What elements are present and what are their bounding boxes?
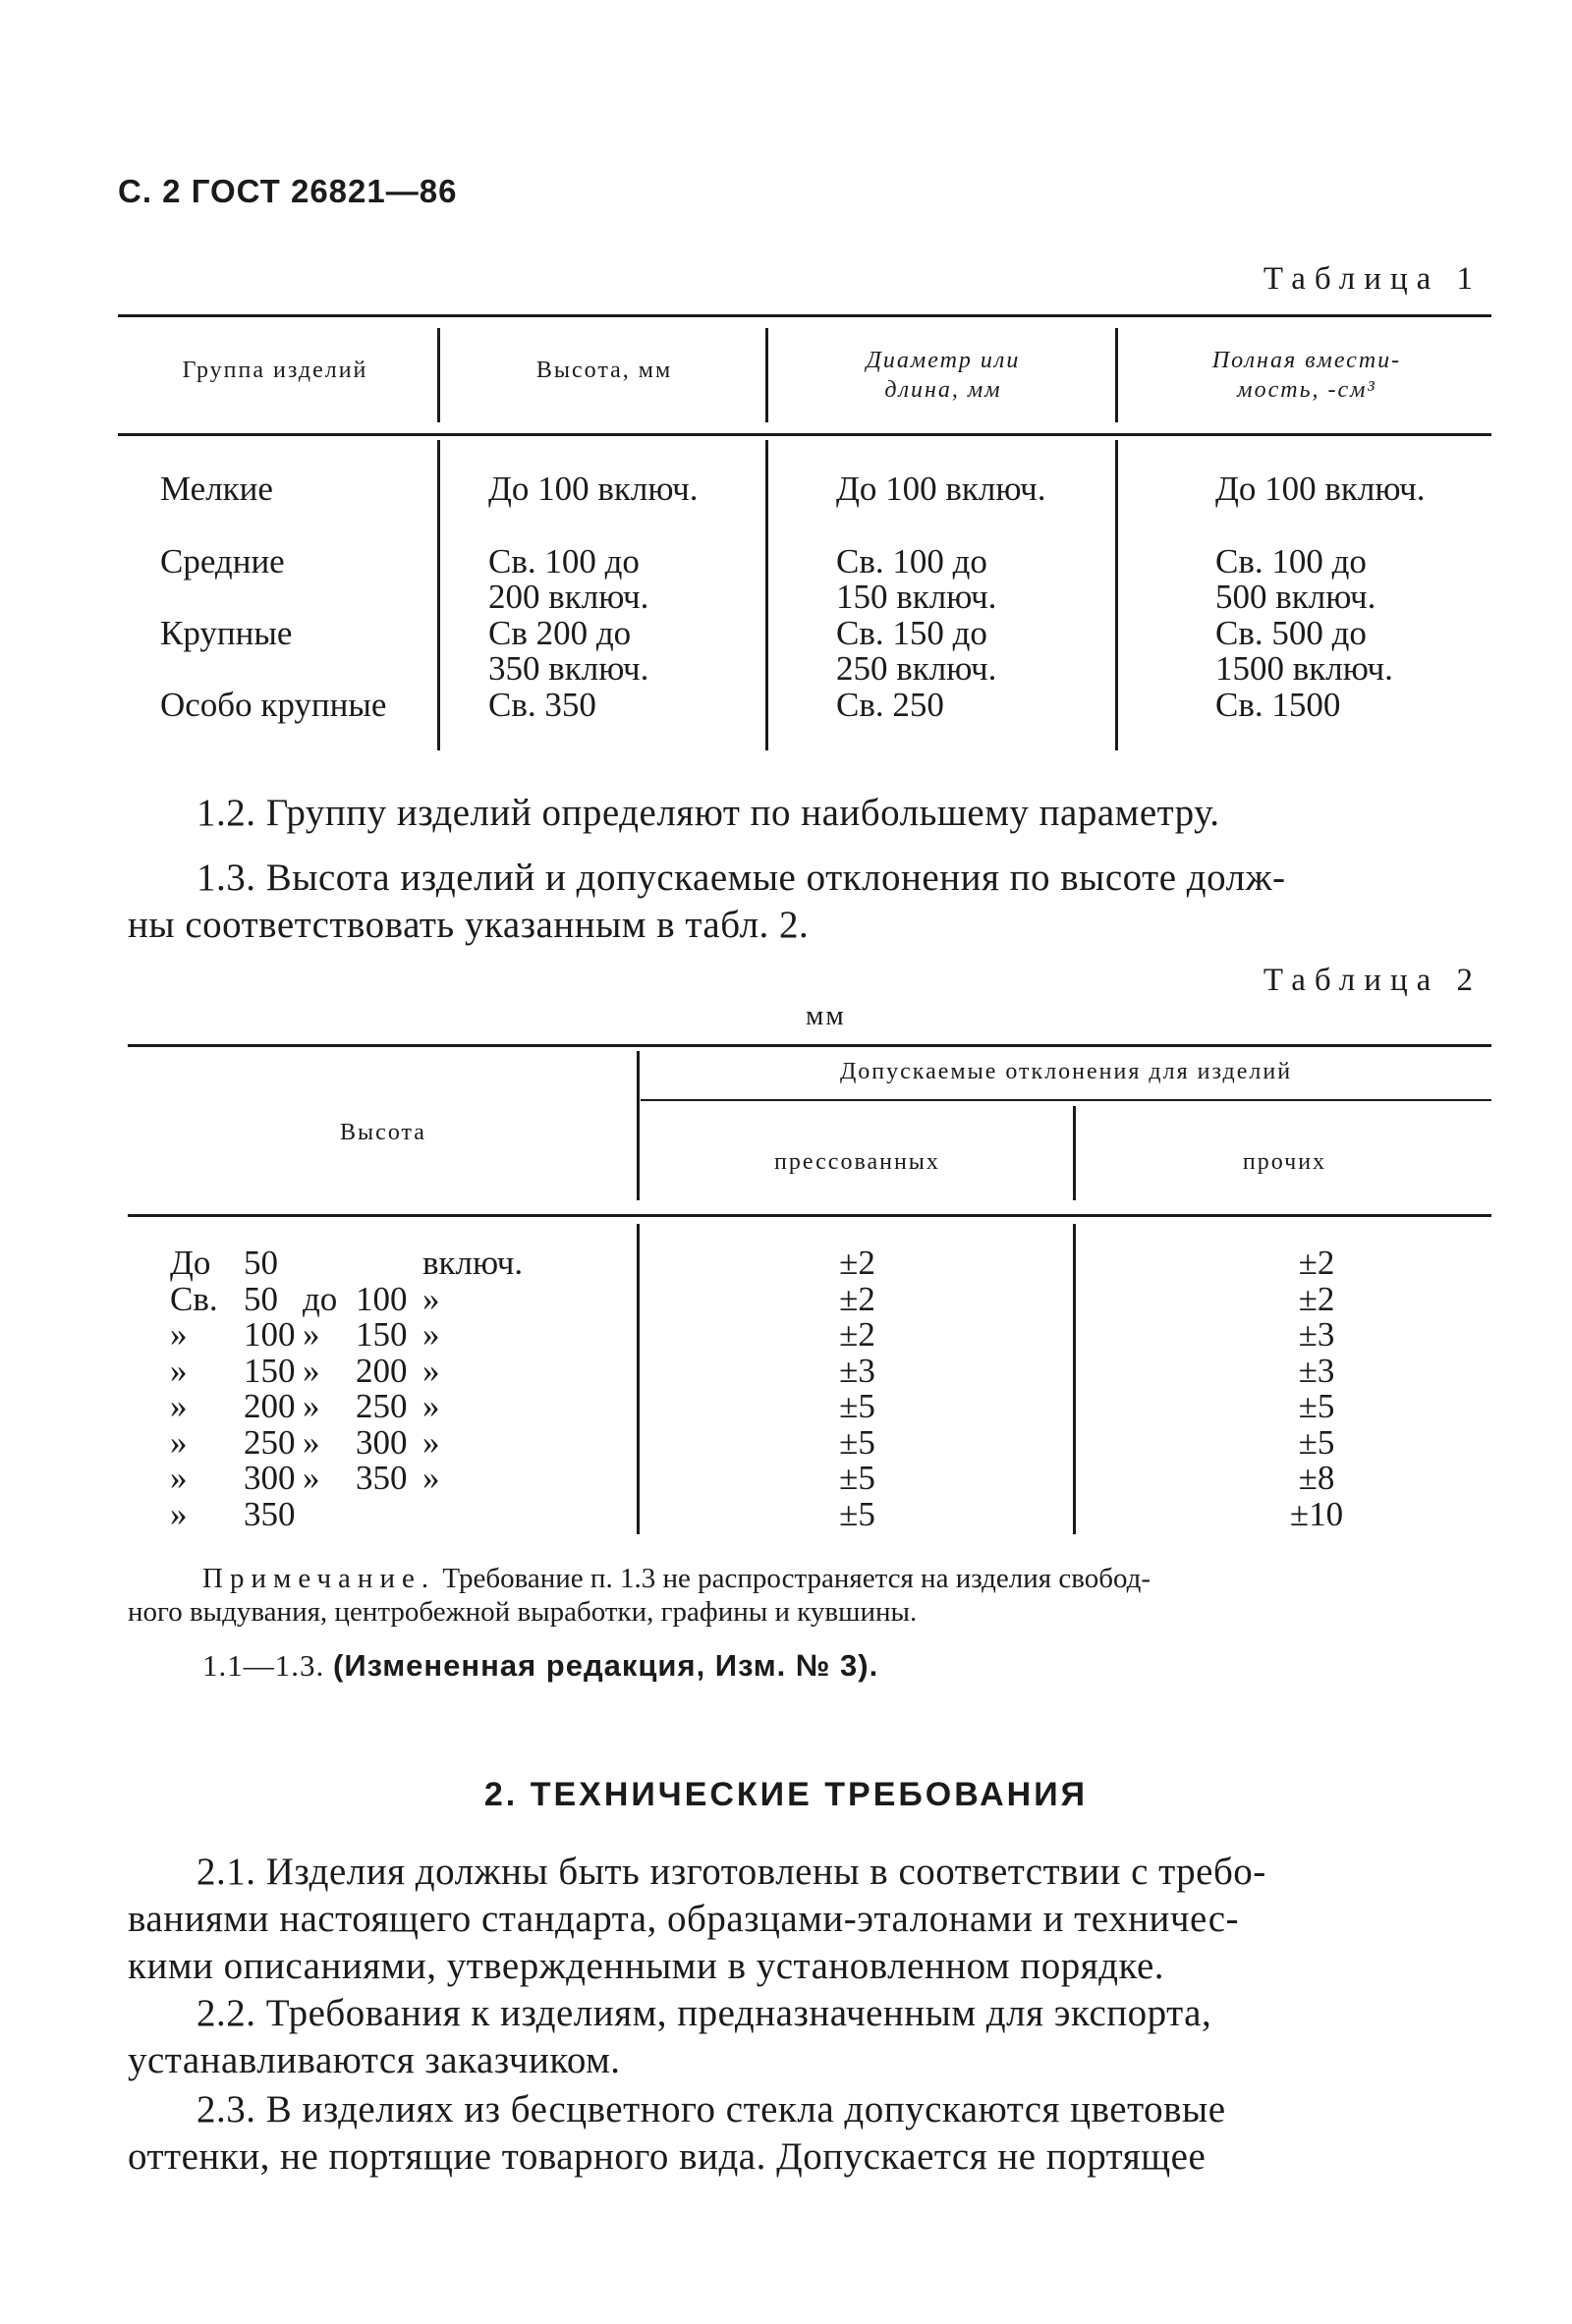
table2-other-value: ±2 <box>1298 1279 1335 1318</box>
table1-header-diameter: Диаметр или длина, мм <box>866 348 1021 403</box>
table1-divider <box>437 440 440 750</box>
note-label: Примечание. <box>202 1563 436 1594</box>
table1-cell: Крупные <box>160 614 293 652</box>
table2-height-c3: » <box>303 1422 320 1462</box>
table2-height-c2: 350 <box>244 1494 296 1533</box>
table2-height-c3: » <box>303 1387 320 1425</box>
table2-height-c5: » <box>422 1315 440 1354</box>
paragraph-2-3: 2.3. В изделиях из бесцветного стекла допускаются цветовые оттенки, не портящие товарного вида. Допускается не портящее <box>128 2088 1226 2178</box>
table2-pressed-value: ±5 <box>839 1387 875 1425</box>
table2-height-c4: 100 <box>356 1279 408 1318</box>
table2-height-c4: 350 <box>356 1459 408 1497</box>
table2-unit: мм <box>806 1000 846 1031</box>
table2-pressed-value: ±2 <box>839 1244 875 1282</box>
table1-cell: Св. 500 до 1500 включ. <box>1215 614 1393 688</box>
table1-cell: Св. 150 до 250 включ. <box>836 614 997 688</box>
table2-height-c3: до <box>303 1279 338 1318</box>
note-text: Требование п. 1.3 не распространяется на изделия свобод- <box>435 1563 1151 1594</box>
table1-header-height: Высота, мм <box>535 358 673 383</box>
table2-divider <box>1073 1106 1076 1200</box>
table1-cell: Св. 100 до 150 включ. <box>836 542 997 616</box>
table1-cell: Св 200 до 350 включ. <box>488 614 649 688</box>
section-title: 2. ТЕХНИЧЕСКИЕ ТРЕБОВАНИЯ <box>483 1776 1089 1813</box>
table2-height-c5: включ. <box>422 1244 524 1282</box>
table2-height-c5: » <box>422 1422 440 1462</box>
table2-header-group: Допускаемые отклонения для изделий <box>839 1059 1293 1084</box>
table1-cell: Св. 100 до 500 включ. <box>1215 542 1376 616</box>
table2-height-c2: 50 <box>244 1244 278 1282</box>
table2-height-c4: 300 <box>356 1422 408 1462</box>
table2-height-c4: 200 <box>356 1351 408 1390</box>
table2-divider <box>637 1051 640 1200</box>
table1-cell: Мелкие <box>160 470 273 508</box>
table2-pressed-value: ±5 <box>839 1494 875 1533</box>
table2-height-c2: 200 <box>244 1387 296 1425</box>
table2-other-value: ±2 <box>1298 1244 1335 1282</box>
table2-group-rule <box>641 1099 1491 1101</box>
table1-cell: Св. 350 <box>488 686 596 724</box>
table1-divider <box>437 328 440 422</box>
table2-caption: Таблица 2 <box>1263 963 1482 998</box>
table2-height-c5: » <box>422 1351 440 1390</box>
table2-height-c2: 300 <box>244 1459 296 1497</box>
table2-height-c3: » <box>303 1459 320 1497</box>
note-text-cont: ного выдувания, центробежной выработки, графины и кувшины. <box>128 1596 918 1628</box>
table1-header-group: Группа изделий <box>182 358 368 383</box>
table2-height-c3: » <box>303 1351 320 1390</box>
table2-height-c1: » <box>170 1494 188 1533</box>
table2-height-c1: Св. <box>170 1279 218 1318</box>
table2-header-rule <box>128 1214 1491 1217</box>
table2-other-value: ±3 <box>1298 1351 1335 1390</box>
table2-height-c2: 50 <box>244 1279 278 1318</box>
table2-pressed-value: ±5 <box>839 1422 875 1462</box>
table2-pressed-value: ±2 <box>839 1315 875 1354</box>
table2-other-value: ±5 <box>1298 1387 1335 1425</box>
table1-caption: Таблица 1 <box>1263 261 1482 297</box>
table1-cell: До 100 включ. <box>836 470 1046 508</box>
table2-height-c1: До <box>170 1244 211 1282</box>
table1-header-rule <box>118 433 1491 436</box>
table2-pressed-value: ±3 <box>839 1351 875 1390</box>
table2-height-c2: 250 <box>244 1422 296 1462</box>
table1-cell: Св. 100 до 200 включ. <box>488 542 649 616</box>
table2-height-c3: » <box>303 1315 320 1354</box>
paragraph-2-1: 2.1. Изделия должны быть изготовлены в соответствии с требо- ваниями настоящего стандарта, образцами-эталонами и техничес- кими описаниями, утвержденными в установленном порядке. <box>128 1851 1266 1987</box>
table2-height-c1: » <box>170 1422 188 1462</box>
table2-divider <box>1073 1224 1076 1534</box>
table1-top-rule <box>118 314 1491 317</box>
table1-cell: Средние <box>160 542 285 581</box>
table2-height-c5: » <box>422 1387 440 1425</box>
paragraph-1-3: 1.3. Высота изделий и допускаемые отклонения по высоте долж- ны соответствовать указанным в табл. 2. <box>128 857 1286 946</box>
table2-height-c4: 250 <box>356 1387 408 1425</box>
table2-other-value: ±10 <box>1289 1494 1344 1533</box>
table2-height-c5: » <box>422 1459 440 1497</box>
table2-height-c1: » <box>170 1351 188 1390</box>
table1-divider <box>1115 328 1118 422</box>
table2-header-pressed: прессованных <box>774 1149 940 1175</box>
table2-height-c1: » <box>170 1387 188 1425</box>
table2-note <box>128 1562 1484 1629</box>
table2-pressed-value: ±5 <box>839 1459 875 1497</box>
table2-height-c1: » <box>170 1459 188 1497</box>
table2-height-c1: » <box>170 1315 188 1354</box>
table1-cell: До 100 включ. <box>488 470 699 508</box>
table1-header-capacity: Полная вмести- мость, -см³ <box>1211 348 1402 403</box>
table1-cell: Св. 1500 <box>1215 686 1341 724</box>
paragraph-2-2: 2.2. Требования к изделиям, предназначенным для экспорта, устанавливаются заказчиком. <box>128 1992 1212 2081</box>
table2-other-value: ±5 <box>1298 1422 1335 1462</box>
table1-cell: Св. 250 <box>836 686 944 724</box>
table1-cell: Особо крупные <box>160 686 387 724</box>
table2-header-height: Высота <box>340 1120 426 1145</box>
table1-divider <box>1115 440 1118 750</box>
table2-height-c5: » <box>422 1279 440 1318</box>
paragraph-1-2: 1.2. Группу изделий определяют по наибольшему параметру. <box>196 792 1220 834</box>
amendment-line: 1.1—1.3. (Измененная редакция, Изм. № 3). <box>202 1648 879 1683</box>
table2-other-value: ±3 <box>1298 1315 1335 1354</box>
page-header: С. 2 ГОСТ 26821—86 <box>118 173 458 209</box>
table1-cell: До 100 включ. <box>1215 470 1426 508</box>
table2-header-other: прочих <box>1242 1149 1327 1175</box>
table1-divider <box>765 440 768 750</box>
table2-height-c2: 150 <box>244 1351 296 1390</box>
table2-pressed-value: ±2 <box>839 1279 875 1318</box>
table2-top-rule <box>128 1044 1491 1047</box>
table2-height-c2: 100 <box>244 1315 296 1354</box>
table2-other-value: ±8 <box>1298 1459 1335 1497</box>
table1-divider <box>765 328 768 422</box>
table2-divider <box>637 1224 640 1534</box>
table2-height-c4: 150 <box>356 1315 408 1354</box>
